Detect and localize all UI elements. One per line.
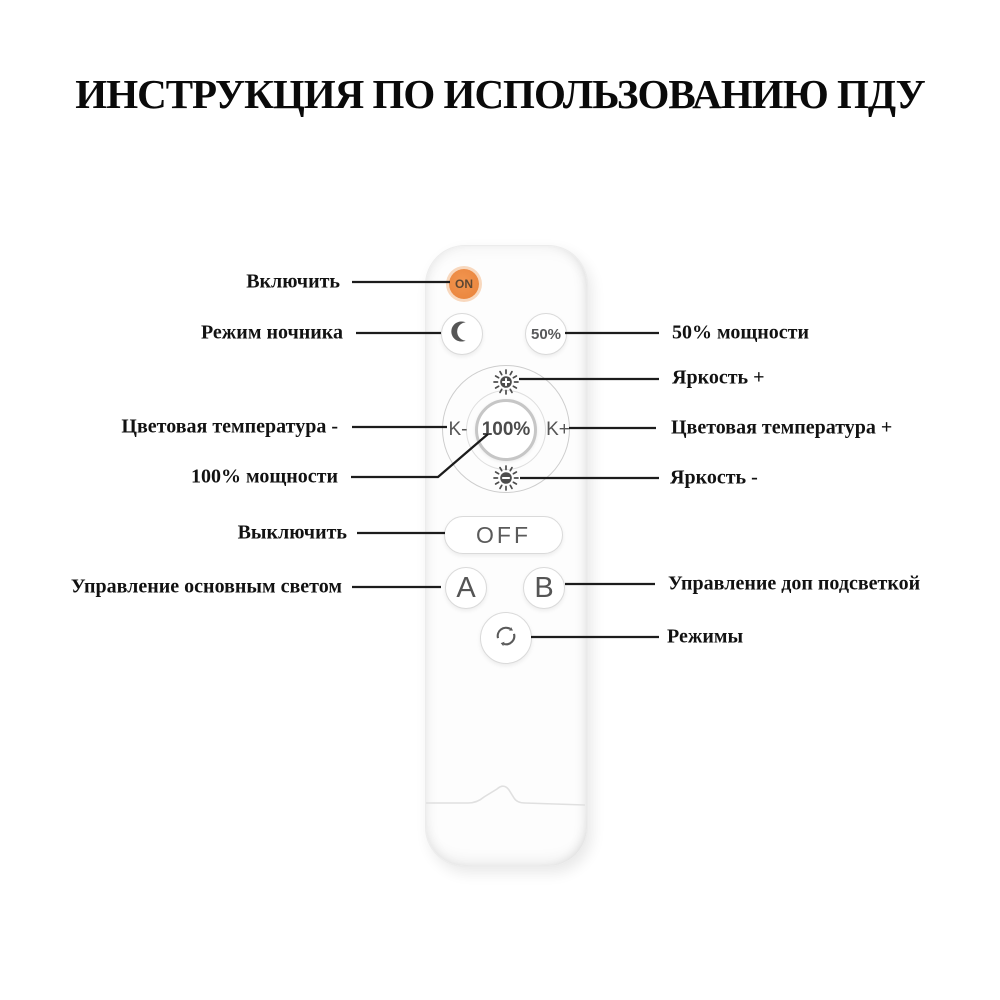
night-mode-button[interactable]: [441, 313, 483, 355]
color-temp-plus-button[interactable]: K+: [546, 419, 570, 440]
remote-control: [425, 245, 588, 867]
label-modes: Режимы: [667, 625, 744, 648]
color-temp-minus-button[interactable]: K-: [448, 419, 468, 440]
main-light-button[interactable]: A: [445, 567, 487, 609]
label-aux-light: Управление доп подсветкой: [668, 572, 921, 595]
label-main-light: Управление основным светом: [70, 575, 342, 598]
label-brightness-minus: Яркость -: [670, 466, 758, 489]
power-on-button[interactable]: ON: [449, 269, 479, 299]
half-power-button[interactable]: 50%: [525, 313, 567, 355]
sun-minus-icon[interactable]: [492, 464, 520, 492]
modes-button[interactable]: [480, 612, 532, 664]
cycle-icon: [491, 621, 521, 656]
moon-icon: [449, 318, 476, 350]
label-full-power: 100% мощности: [191, 465, 338, 488]
page-title: ИНСТРУКЦИЯ ПО ИСПОЛЬЗОВАНИЮ ПДУ: [75, 71, 925, 117]
label-power-on: Включить: [246, 270, 340, 293]
label-night-mode: Режим ночника: [200, 321, 343, 344]
label-color-temp-minus: Цветовая температура -: [121, 415, 338, 438]
power-off-button[interactable]: OFF: [444, 516, 563, 554]
aux-light-button[interactable]: B: [523, 567, 565, 609]
label-half-power: 50% мощности: [672, 321, 809, 344]
full-power-button[interactable]: 100%: [475, 399, 537, 461]
label-color-temp-plus: Цветовая температура +: [671, 416, 893, 439]
label-power-off: Выключить: [237, 521, 347, 544]
sun-plus-icon[interactable]: [492, 368, 520, 396]
label-brightness-plus: Яркость +: [672, 366, 765, 389]
